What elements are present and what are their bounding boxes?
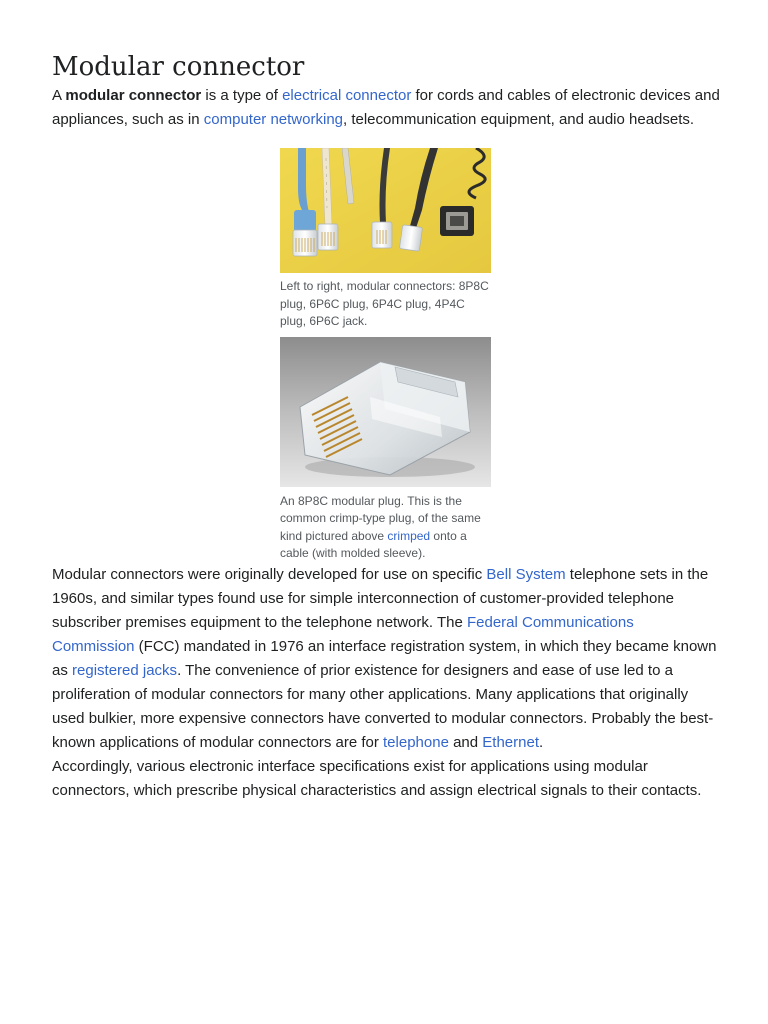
8p8c-plug-photo[interactable]	[280, 337, 491, 487]
figure-caption	[280, 493, 491, 563]
figure-8p8c-plug	[280, 337, 491, 563]
link-electrical-connector[interactable]: electrical connector	[282, 87, 412, 104]
intro-text-2: is a type of	[201, 87, 283, 104]
link-telephone[interactable]: telephone	[383, 733, 449, 751]
connectors-photo[interactable]	[280, 148, 491, 273]
intro-text-3: for cords and cables of electronic devices and appliances, such as in	[52, 87, 720, 128]
link-registered-jacks[interactable]: registered jacks	[72, 661, 178, 679]
caption-text-2: onto a cable (with molded sleeve).	[280, 528, 467, 560]
link-bell-system[interactable]: Bell System	[486, 565, 566, 583]
intro-text-1: A	[52, 87, 66, 104]
para1-text-6: .	[539, 733, 544, 751]
link-ethernet[interactable]: Ethernet	[482, 733, 540, 751]
caption-text-1: An 8P8C modular plug. This is the common crimp-type plug, of the same kind pictured above	[280, 493, 481, 543]
intro-paragraph	[52, 84, 720, 132]
article	[52, 0, 720, 803]
para1-text-4: . The convenience of prior existence for designers and ease of use led to a proliferation of modular connectors for many other applications. Many applications that originally used bulkier, more expensive connectors have converted to modular connectors. Probably the best-known applications of modular connectors are for	[52, 661, 714, 751]
page-title: Modular connector	[52, 52, 305, 82]
body-paragraph-1	[52, 563, 720, 755]
para1-text-2: telephone sets in the 1960s, and similar types found use for simple interconnection of customer-provided telephone subscriber premises equipment to the telephone network. The	[52, 565, 709, 631]
body-paragraph-2: Accordingly, various electronic interface specifications exist for applications using modular connectors, which prescribe physical characteristics and assign electrical signals to their contacts.	[52, 757, 702, 799]
intro-bold-term: modular connector	[65, 87, 202, 104]
link-fcc[interactable]: Federal Communications Commission	[52, 613, 634, 655]
intro-text-4: , telecommunication equipment, and audio headsets.	[343, 111, 695, 128]
link-crimped[interactable]: crimped	[387, 528, 431, 543]
link-computer-networking[interactable]: computer networking	[203, 111, 343, 128]
figure-caption: Left to right, modular connectors: 8P8C plug, 6P6C plug, 6P4C plug, 4P4C plug, 6P6C jack.	[280, 279, 489, 328]
figure-connectors	[280, 148, 491, 331]
para1-text-3: (FCC) mandated in 1976 an interface registration system, in which they became known as	[52, 637, 717, 679]
para1-text-1: Modular connectors were originally developed for use on specific	[52, 565, 487, 583]
para1-text-5: and	[448, 733, 483, 751]
